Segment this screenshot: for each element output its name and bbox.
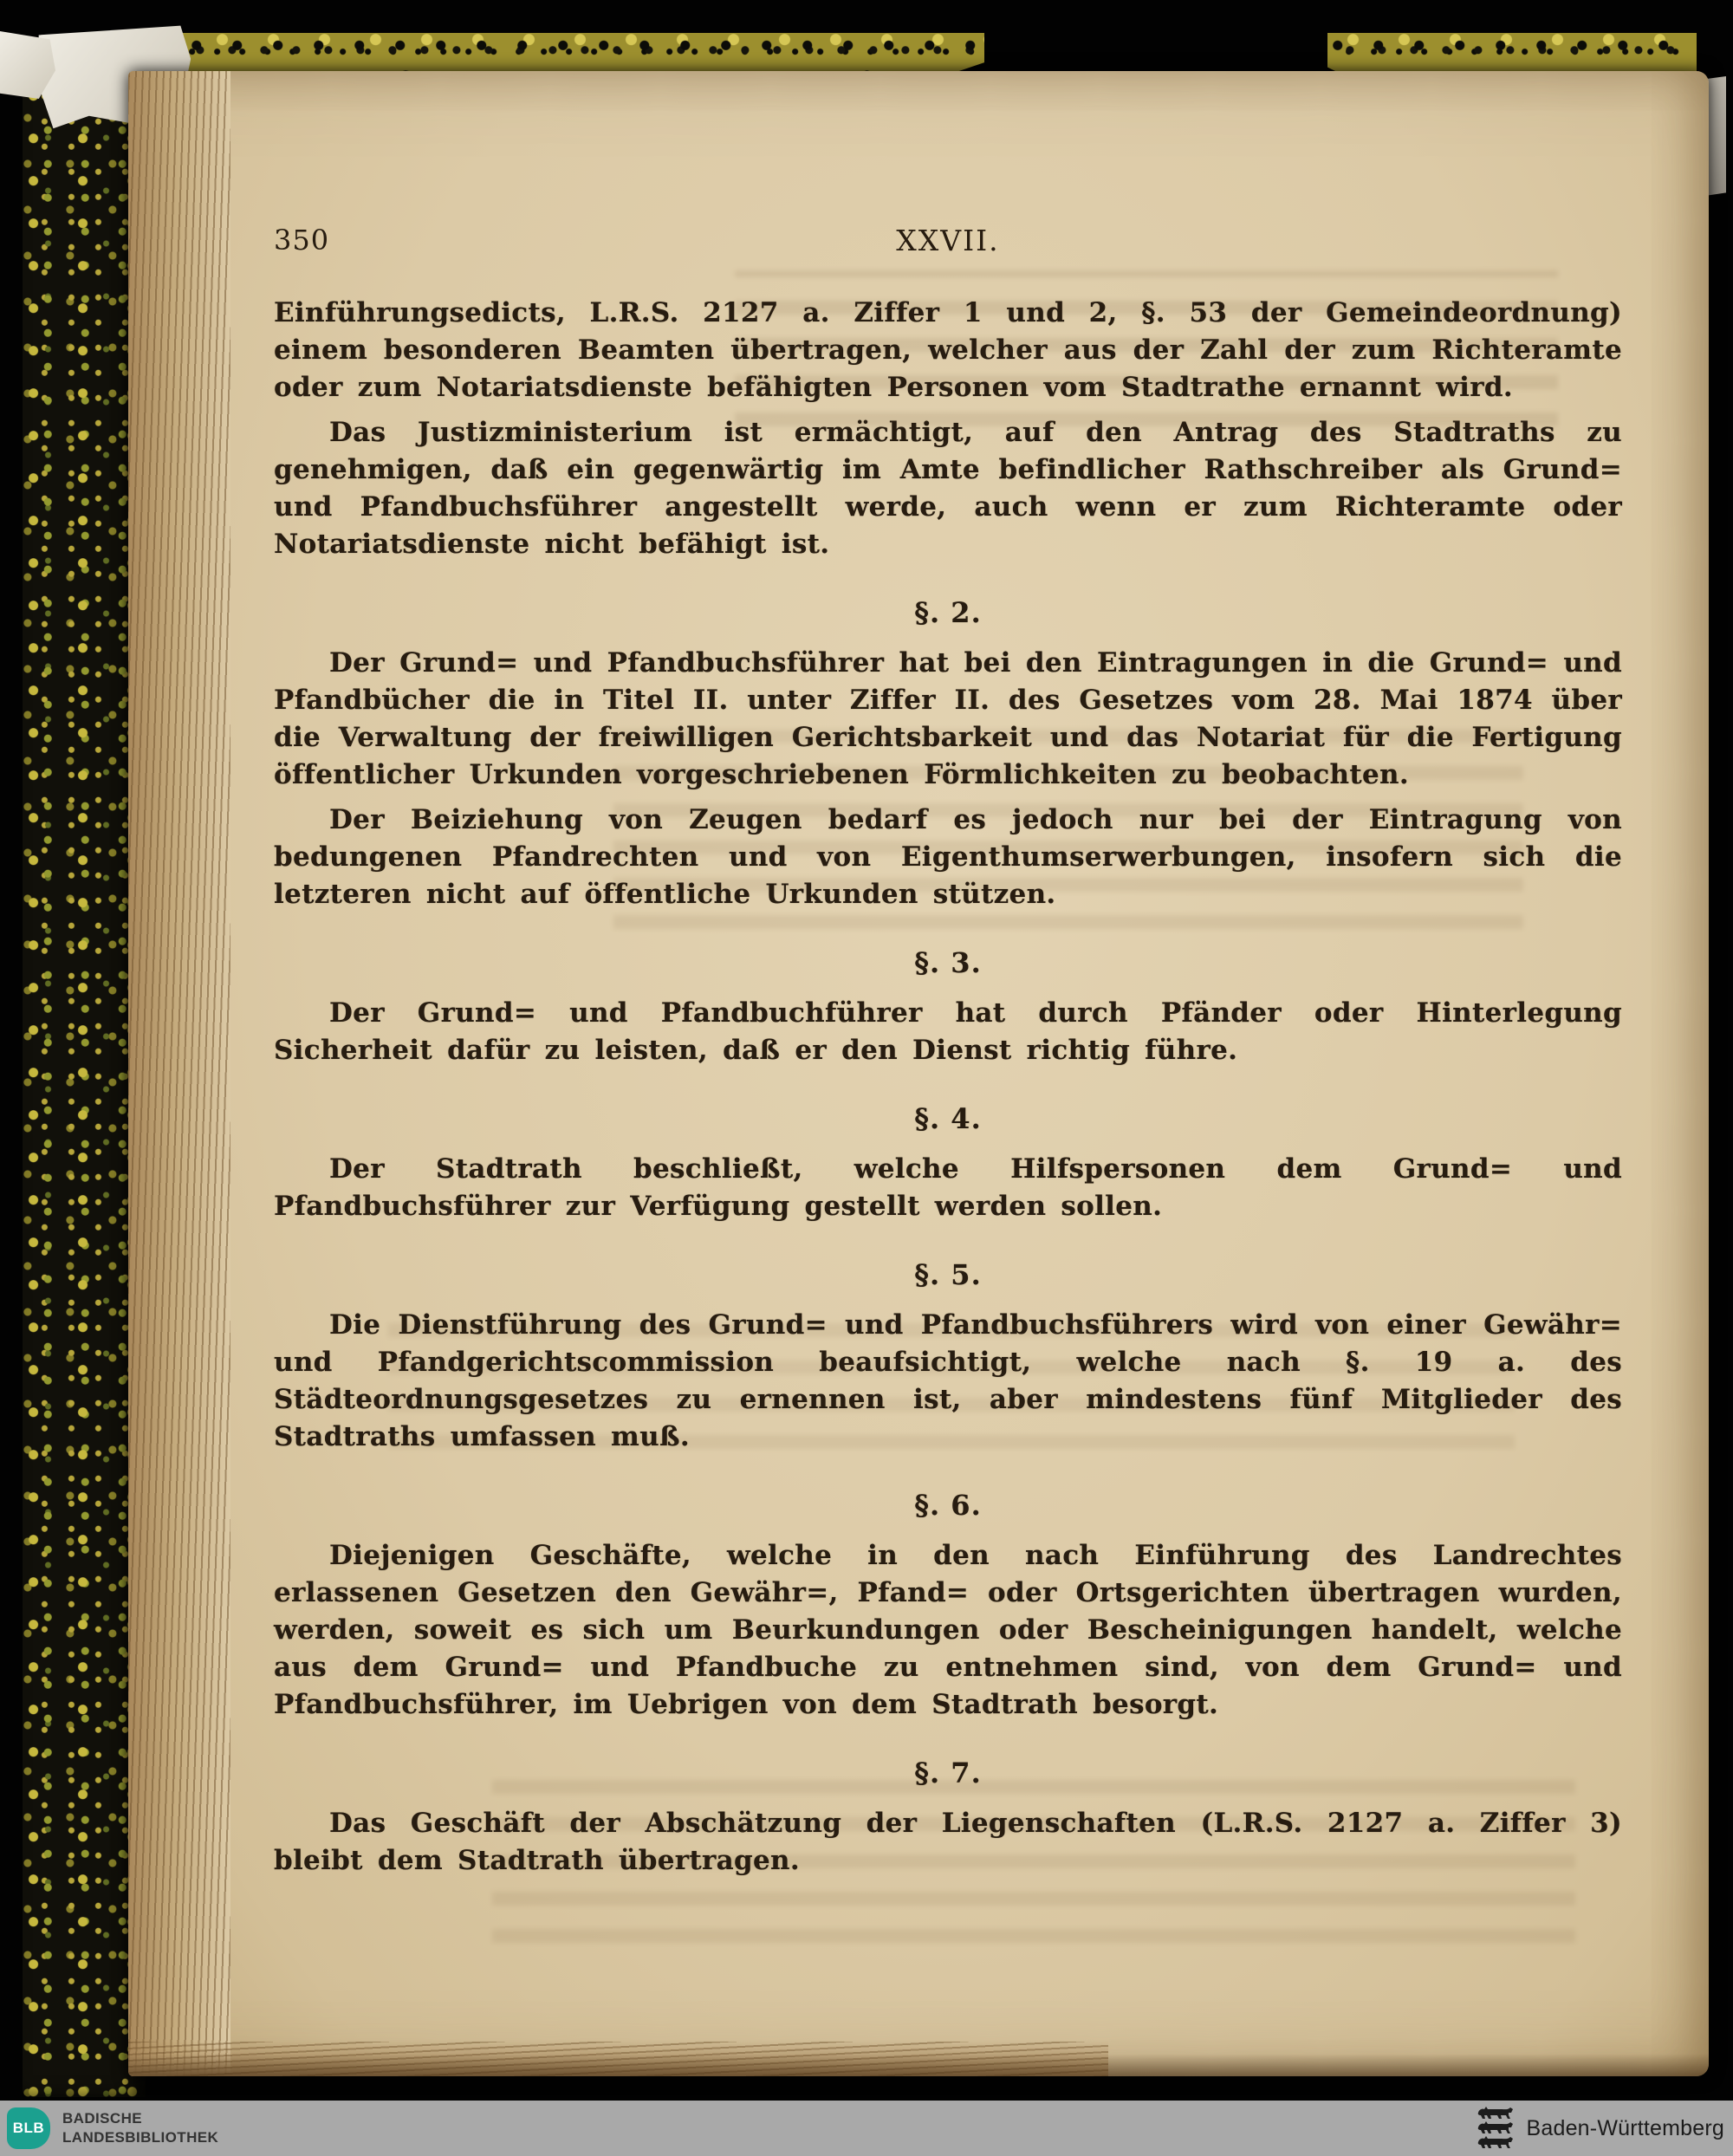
page-header [274, 224, 1622, 262]
blb-logo [7, 2107, 50, 2149]
paragraph: Der Grund= und Pfandbuchsführer hat bei den Eintragungen in die Grund= und Pfandbücher die in Titel II. unter Ziffer II. des Gesetzes vom 28. Mai 1874 über die Verwaltung der freiwilligen Gerichtsbarkeit und das Notariat für die Fertigung öffentlicher Urkunden vorgeschriebenen Förmlichkeiten zu beobachten. [274, 647, 1622, 790]
page-content [274, 224, 1622, 1887]
book-cover-marbled-edge [23, 42, 146, 2097]
library-name-line2: LANDESBIBLIOTHEK [62, 2129, 219, 2146]
section-heading: §. 7. [914, 1757, 982, 1789]
book-page [128, 71, 1709, 2076]
paragraph: Die Dienstführung des Grund= und Pfandbuchsführers wird von einer Gewähr= und Pfandgerichtscommission beaufsichtigt, welche nach §. 19 a. des Städteordnungsgesetzes zu ernennen ist, aber mindestens fünf Mitglieder des Stadtraths umfassen muß. [274, 1309, 1622, 1452]
chapter-heading: XXVII. [896, 224, 1000, 257]
paragraph: Diejenigen Geschäfte, welche in den nach Einführung des Landrechtes erlassenen Gesetzen den Gewähr=, Pfand= oder Ortsgerichten übertragen wurden, werden, soweit es sich um Beurkundungen oder Bescheinigungen handelt, welche aus dem Grund= und Pfandbuche zu entnehmen sind, von dem Grund= und Pfandbuchsführer, im Uebrigen von dem Stadtrath besorgt. [274, 1540, 1622, 1720]
page-stack-edges [128, 71, 230, 2076]
section-heading: §. 2. [914, 596, 982, 629]
state-branding [1475, 2106, 1733, 2151]
page-number: 350 [274, 224, 330, 257]
state-name: Baden-Württemberg [1526, 2115, 1724, 2140]
section-heading: §. 3. [914, 946, 982, 979]
paragraph: Das Geschäft der Abschätzung der Liegenschaften (L.R.S. 2127 a. Ziffer 3) bleibt dem Stadtrath übertragen. [274, 1808, 1622, 1876]
paragraph: Der Grund= und Pfandbuchführer hat durch Pfänder oder Hinterlegung Sicherheit dafür zu leisten, daß er den Dienst richtig führe. [274, 997, 1622, 1066]
section-heading: §. 4. [914, 1102, 982, 1135]
baden-wuerttemberg-coat-of-arms-icon [1475, 2106, 1515, 2151]
library-branding [0, 2107, 218, 2149]
paragraph: Das Justizministerium ist ermächtigt, auf den Antrag des Stadtraths zu genehmigen, daß ein gegenwärtig im Amte befindlicher Rathschreiber als Grund= und Pfandbuchsführer angestellt werde, auch wenn er zum Richteramte oder Notariatsdienste nicht befähigt ist. [274, 417, 1622, 560]
blb-logo-text: BLB [12, 2120, 45, 2136]
library-name [62, 2109, 218, 2147]
library-name-line1: BADISCHE [62, 2109, 142, 2127]
paragraph: Einführungsedicts, L.R.S. 2127 a. Ziffer 1 und 2, §. 53 der Gemeindeordnung) einem besonderen Beamten übertragen, welcher aus der Zahl der zum Richteramte oder zum Notariatsdienste befähigten Personen vom Stadtrathe ernannt wird. [274, 297, 1622, 403]
section-heading: §. 6. [914, 1489, 982, 1522]
section-heading: §. 5. [914, 1258, 982, 1291]
paragraph: Der Stadtrath beschließt, welche Hilfspersonen dem Grund= und Pfandbuchsführer zur Verfügung gestellt werden sollen. [274, 1153, 1622, 1222]
viewer-footer-bar [0, 2101, 1733, 2156]
page-bottom-shadow [128, 2054, 1709, 2076]
paragraph: Der Beiziehung von Zeugen bedarf es jedoch nur bei der Eintragung von bedungenen Pfandrechten und von Eigenthumserwerbungen, insofern sich die letzteren nicht auf öffentliche Urkunden stützen. [274, 804, 1622, 910]
